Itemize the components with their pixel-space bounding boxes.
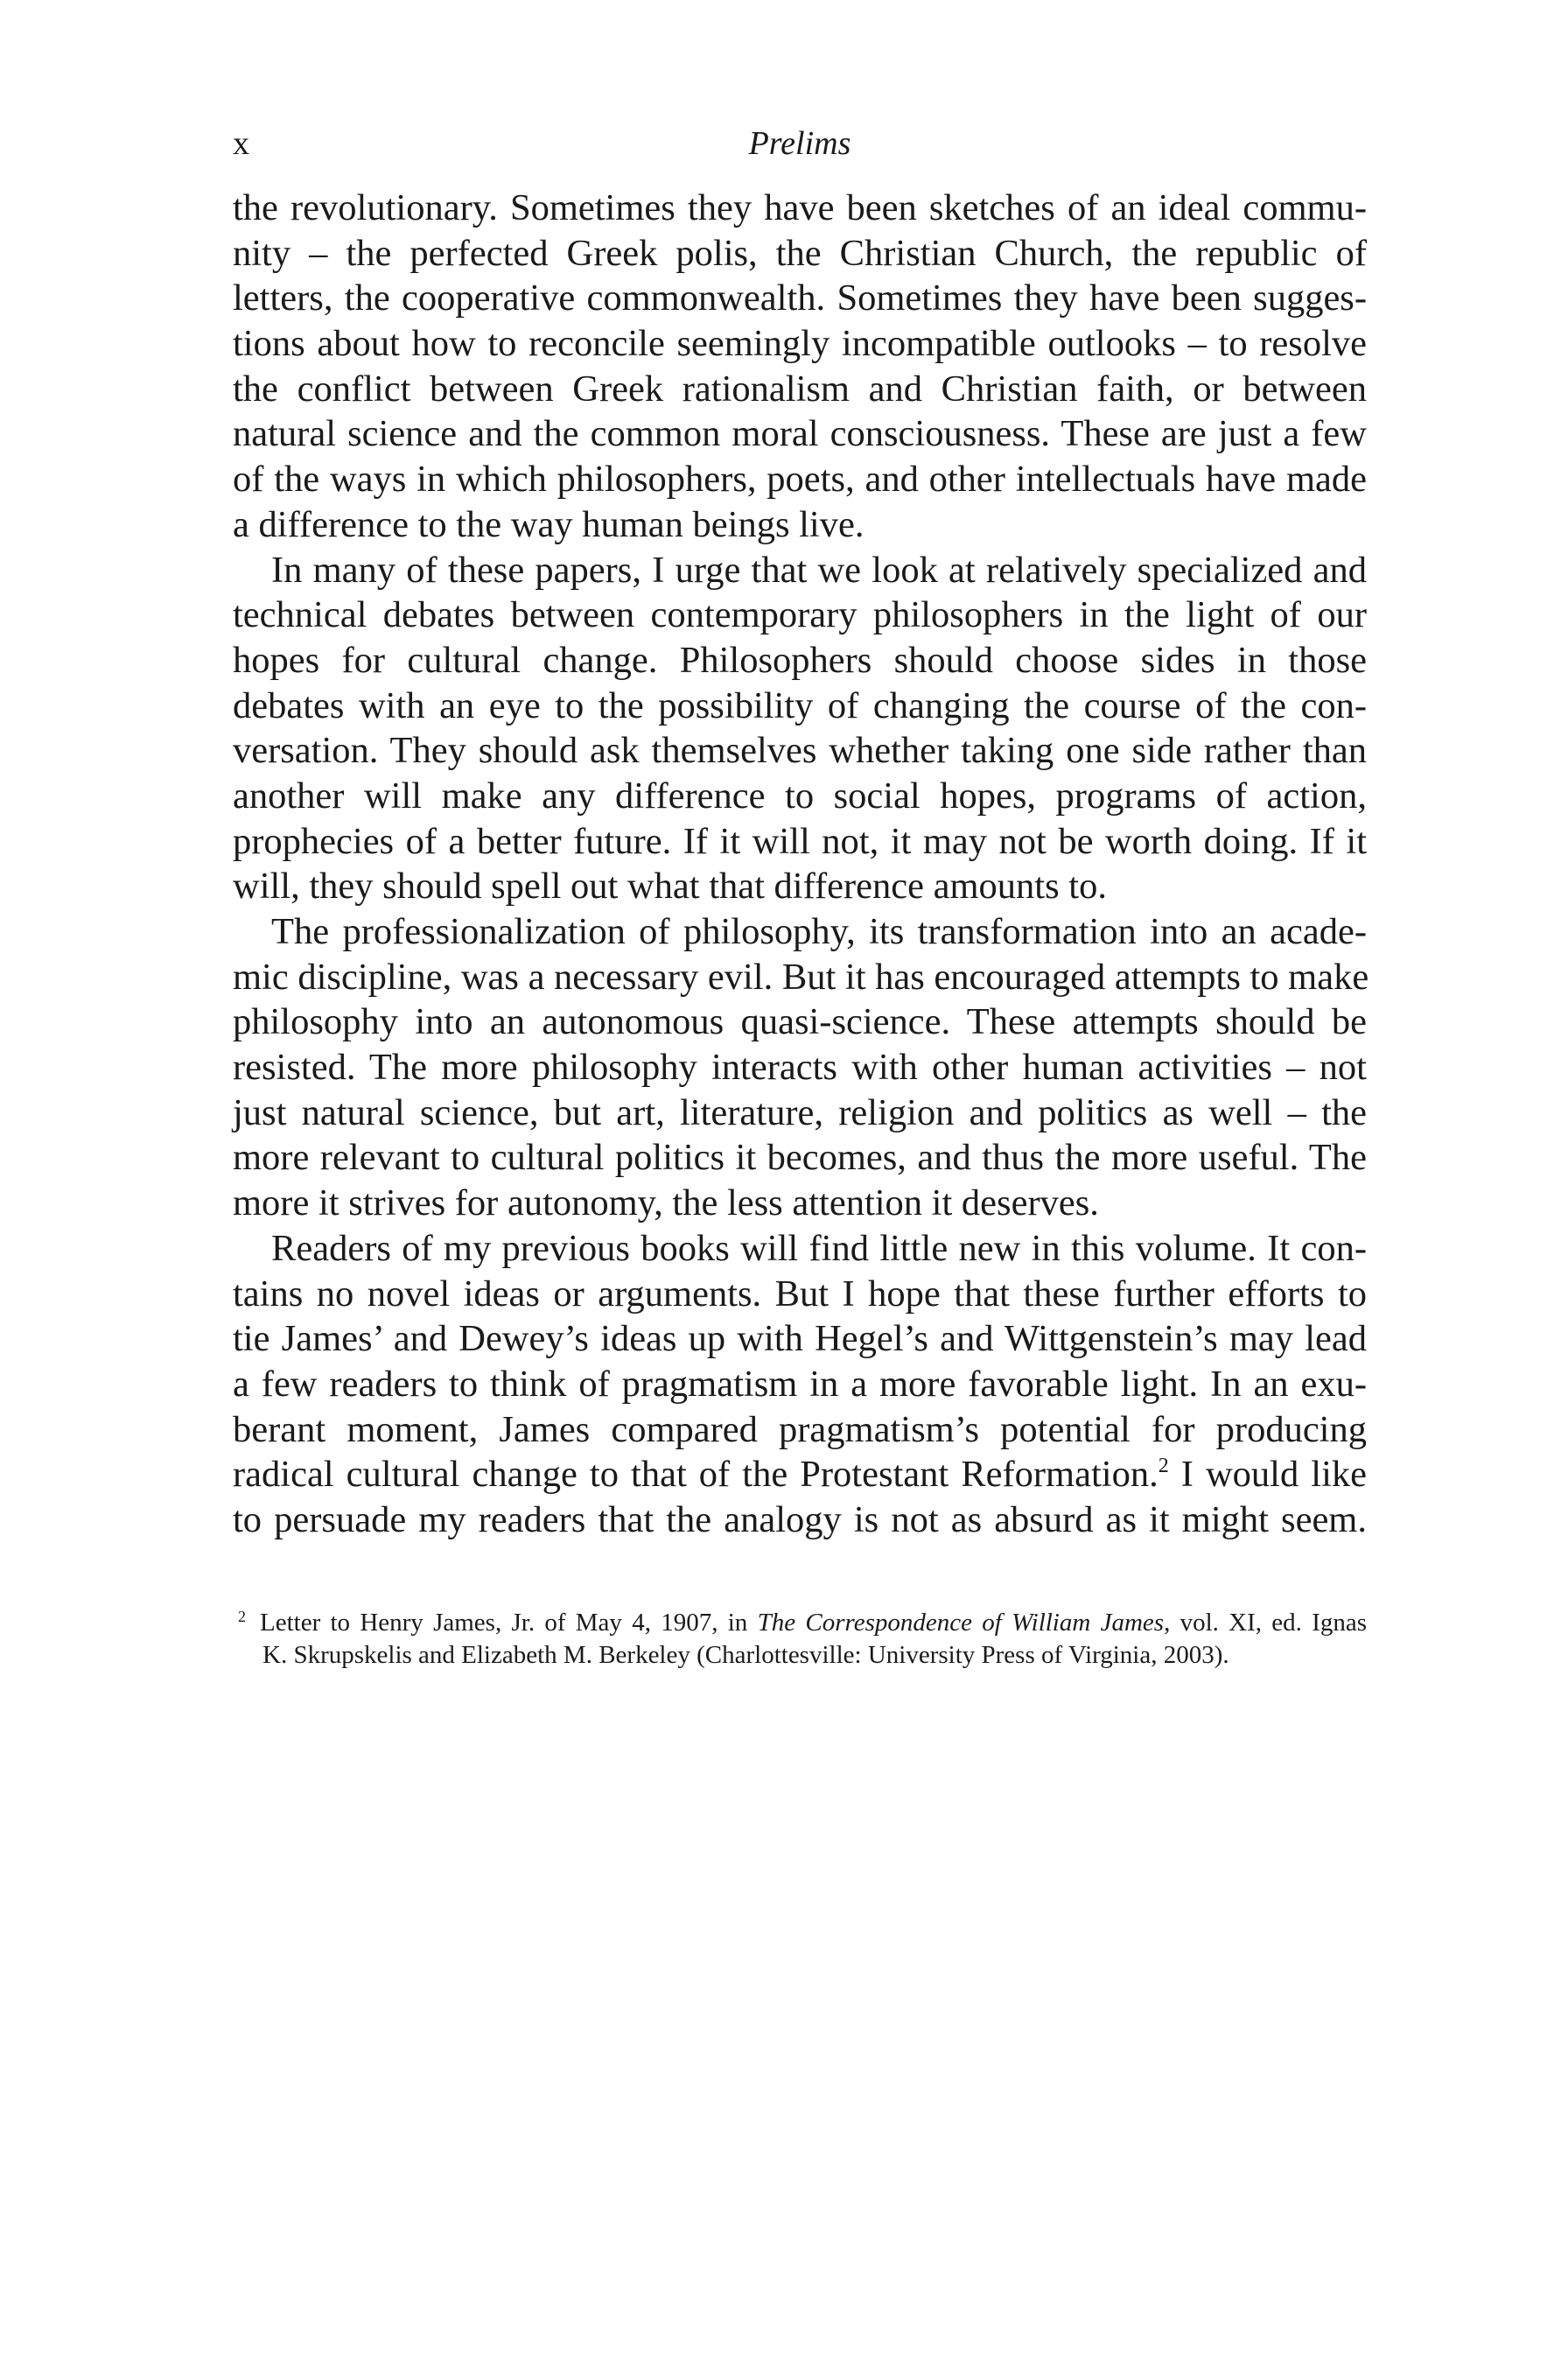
text-line: a difference to the way human beings live. — [233, 503, 864, 545]
running-title: Prelims — [748, 125, 851, 162]
text-line: a few readers to think of pragmatism in a more favorable light. In an exu- — [233, 1363, 1367, 1405]
text-line: versation. They should ask themselves whether taking one side rather than — [233, 730, 1367, 772]
footnote-text: , vol. XI, ed. Ignas — [1164, 1609, 1368, 1637]
text-line: of the ways in which philosophers, poets, and other intellectuals have made — [233, 459, 1367, 501]
text-line: In many of these papers, I urge that we look at relatively specialized and — [271, 549, 1367, 591]
paragraph — [233, 909, 1367, 1226]
text-line: The professionalization of philosophy, its transformation into an acade- — [271, 911, 1367, 952]
footnote-mark: 2 — [238, 1608, 246, 1625]
text-line: hopes for cultural change. Philosophers should choose sides in those — [233, 639, 1367, 681]
text-line: prophecies of a better future. If it will not, it may not be worth doing. If it — [233, 820, 1367, 862]
text-line: the revolutionary. Sometimes they have been sketches of an ideal commu- — [233, 187, 1367, 228]
text-line: letters, the cooperative commonwealth. Sometimes they have been sugges- — [233, 277, 1367, 319]
text-line: just natural science, but art, literature, religion and politics as well – the — [233, 1091, 1367, 1133]
text-line: tie James’ and Dewey’s ideas up with Hegel’s and Wittgenstein’s may lead — [233, 1318, 1367, 1360]
footnote-line: K. Skrupskelis and Elizabeth M. Berkeley (Charlottesville: University Press of Virginia, 2003). — [262, 1641, 1229, 1669]
text-line: will, they should spell out what that difference amounts to. — [233, 866, 1107, 908]
text-line: Readers of my previous books will find little new in this volume. It con- — [271, 1227, 1367, 1269]
footnote-line — [233, 1607, 1367, 1639]
text-line: more relevant to cultural politics it becomes, and thus the more useful. The — [233, 1137, 1367, 1179]
text-line-head: radical cultural change to that of the Protestant Reformation. — [233, 1454, 1158, 1496]
paragraph — [233, 186, 1367, 548]
text-line: debates with an eye to the possibility of changing the course of the con- — [233, 684, 1367, 726]
text-line: to persuade my readers that the analogy is not as absurd as it might seem. — [233, 1498, 1367, 1540]
footnote-book-title: The Correspondence of William James — [757, 1609, 1165, 1637]
text-line: tions about how to reconcile seemingly incompatible outlooks – to resolve — [233, 323, 1367, 365]
text-line: resisted. The more philosophy interacts with other human activities – not — [233, 1047, 1367, 1089]
text-line: the conflict between Greek rationalism and Christian faith, or between — [233, 368, 1367, 410]
text-line: berant moment, James compared pragmatism’s potential for producing — [233, 1408, 1367, 1450]
text-line: mic discipline, was a necessary evil. But it has encouraged attempts to make — [233, 956, 1369, 998]
page-number: x — [233, 125, 249, 162]
paragraph — [233, 548, 1367, 910]
text-line: natural science and the common moral consciousness. These are just a few — [233, 413, 1367, 455]
text-line: philosophy into an autonomous quasi-science. These attempts should be — [233, 1001, 1367, 1043]
text-line: technical debates between contemporary philosophers in the light of our — [233, 594, 1367, 636]
paragraph — [233, 1226, 1367, 1543]
footnotes — [233, 1607, 1367, 1672]
footnote-reference[interactable]: 2 — [1158, 1455, 1169, 1478]
text-line-with-footnote-ref — [233, 1452, 1367, 1497]
text-line: nity – the perfected Greek polis, the Christian Church, the republic of — [233, 232, 1367, 274]
footnote-text: Letter to Henry James, Jr. of May 4, 1907, in — [260, 1609, 758, 1637]
text-line: tains no novel ideas or arguments. But I hope that these further efforts to — [233, 1273, 1367, 1315]
text-line: another will make any difference to social hopes, programs of action, — [233, 775, 1367, 817]
body-text — [233, 186, 1367, 1543]
text-line: more it strives for autonomy, the less attention it deserves. — [233, 1182, 1099, 1224]
text-line-tail: I would like — [1168, 1454, 1367, 1496]
running-head — [233, 119, 1367, 168]
